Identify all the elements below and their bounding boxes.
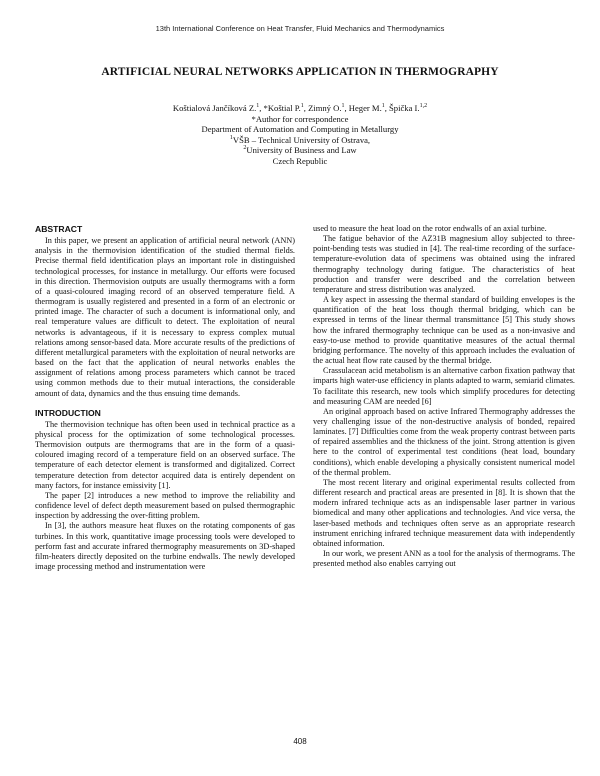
correspondence-note: *Author for correspondence [251,113,349,124]
affiliation-sup: 1,2 [419,103,428,110]
author-name: , Špička I. [384,103,420,113]
paragraph: The fatigue behavior of the AZ31B magnesium alloy subjected to three-point-bending tests was studied in [4]. The real-time recording of the surface-temperature-evolution data of specimens was obtained using the infrared thermography technology during fatigue. The characteristics of heat production and transfer were described and the correlation between temperature and stress distribution was analyzed. [313,234,575,294]
affiliation-sup: 1 [300,103,304,110]
abstract-heading: ABSTRACT [35,224,83,234]
paragraph: The thermovision technique has often been used in technical practice as a physical process for the optimization of some technological processes. Thermovision outputs are thermograms that are in the form of a quasi-coloured imaging record of a temperature field on an observed surface. The temperature of each detector element is transformed and digitalized. Correct temperature detection from detector acquired data is entirely dependent on many factors, for instance emissivity [1]. [35,419,295,490]
paper-title: ARTIFICIAL NEURAL NETWORKS APPLICATION IN THERMOGRAPHY [101,66,499,78]
author-name: Koštialová Jančíková Z. [172,103,257,113]
author-name: , Heger M. [344,103,382,113]
left-column [35,224,295,572]
affiliation-sup: 1 [381,103,385,110]
affiliation-sup: 2 [243,145,247,152]
affiliation-text: VŠB – Technical University of Ostrava, [232,134,371,145]
affiliation-sup: 1 [341,103,345,110]
right-column [313,224,575,569]
abstract-text: In this paper, we present an application of artificial neural network (ANN) analysis in the thermovision identification of the studied thermal fields. Precise thermal field identification plays an important role in distinguished technological processes, for instance in metallurgy. Our efforts were focused in this direction. Thermovision outputs are usually thermograms with a form of a quasi-coloured imaging record of an observed temperature field. A thermogram is usually registered and presented in a form of an electronic or printed image. The character of such a document is informational only, and real temperature values are difficult to detect. The exploitation of neural networks is advantageous, if it is necessary to express complex mutual relations among sensor-based data. More accurate results of the predictions of different metallurgical parameters with the exploitation of neural networks are based on the fact that the application of neural networks enables the assignment of relations among process parameters which cannot be traced using common methods due to their mutual interactions, the considerable amount of data, dynamics and the thus ensuing time demands. [35,236,295,398]
paragraph: An original approach based on active Infrared Thermography addresses the very challenging issue of the non-destructive analysis of bonded, repaired laminates. [7] Difficulties come from the weak property contrast between parts of repaired assemblies and the thickness of the joint. Strong attention is given here to the control of experimental test conditions (heat load, boundary conditions), which enable developing a physically consistent numerical model of the thermal problem. [313,406,575,477]
affiliation-sup: 1 [229,134,233,141]
paragraph: used to measure the heat load on the rotor endwalls of an axial turbine. [313,224,547,233]
paragraph: The paper [2] introduces a new method to improve the reliability and confidence level of defect depth measurement based on pulsed thermographic inspection by addressing the over-fitting problem. [35,490,295,521]
introduction-heading: INTRODUCTION [35,407,101,418]
paragraph: A key aspect in assessing the thermal standard of building envelopes is the quantification of the heat loss though thermal bridging, which can be expressed in terms of the linear thermal transmittance [5] This study shows how the infrared thermography technique can be used as a non-invasive and easy-to-use method to provide quantitative measures of the actual thermal bridging performance. The novelty of this approach includes the evaluation of the actual heat flow rate caused by the thermal bridge. [313,295,575,366]
affiliation-text: University of Business and Law [246,145,357,156]
author-name: , *Koštial P. [259,103,301,113]
affiliation-sup: 1 [256,103,260,110]
author-block [0,103,600,167]
affiliation-2 [0,145,600,156]
author-list [0,103,600,114]
department: Department of Automation and Computing in Metallurgy [201,124,399,135]
paragraph: In [3], the authors measure heat fluxes on the rotating components of gas turbines. In this work, quantitative image processing tools were developed to perform fast and accurate infrared thermography measurements on 3D-shaped film-heaters directly deposited on the turbine endwalls. The newly developed image processing method and instrumentation were [35,521,295,571]
affiliation-1 [0,135,600,146]
paragraph: Crassulacean acid metabolism is an alternative carbon fixation pathway that imparts high water-use efficiency in plants adapted to warm, semiarid climates. To facilitate this research, new tools which simplify procedures for detecting and measuring CAM are needed [6] [313,366,575,406]
conference-header: 13th International Conference on Heat Transfer, Fluid Mechanics and Thermodynamics [155,24,445,33]
page-number: 408 [293,737,307,746]
country: Czech Republic [272,155,328,166]
paragraph: The most recent literary and original experimental results collected from different research and practical areas are presented in [8]. It is shown that the modern infrared technique acts as an indispensable laser partner in various biomedical and many other applications and technologies. And vice versa, the laser-based methods and techniques often serve as an appropriate research instrument enriching infrared technique measurement data with independently obtained information. [313,477,575,548]
paragraph: In our work, we present ANN as a tool for the analysis of thermograms. The presented method also enables carrying out [313,549,575,569]
author-name: , Zimný O. [303,103,342,113]
